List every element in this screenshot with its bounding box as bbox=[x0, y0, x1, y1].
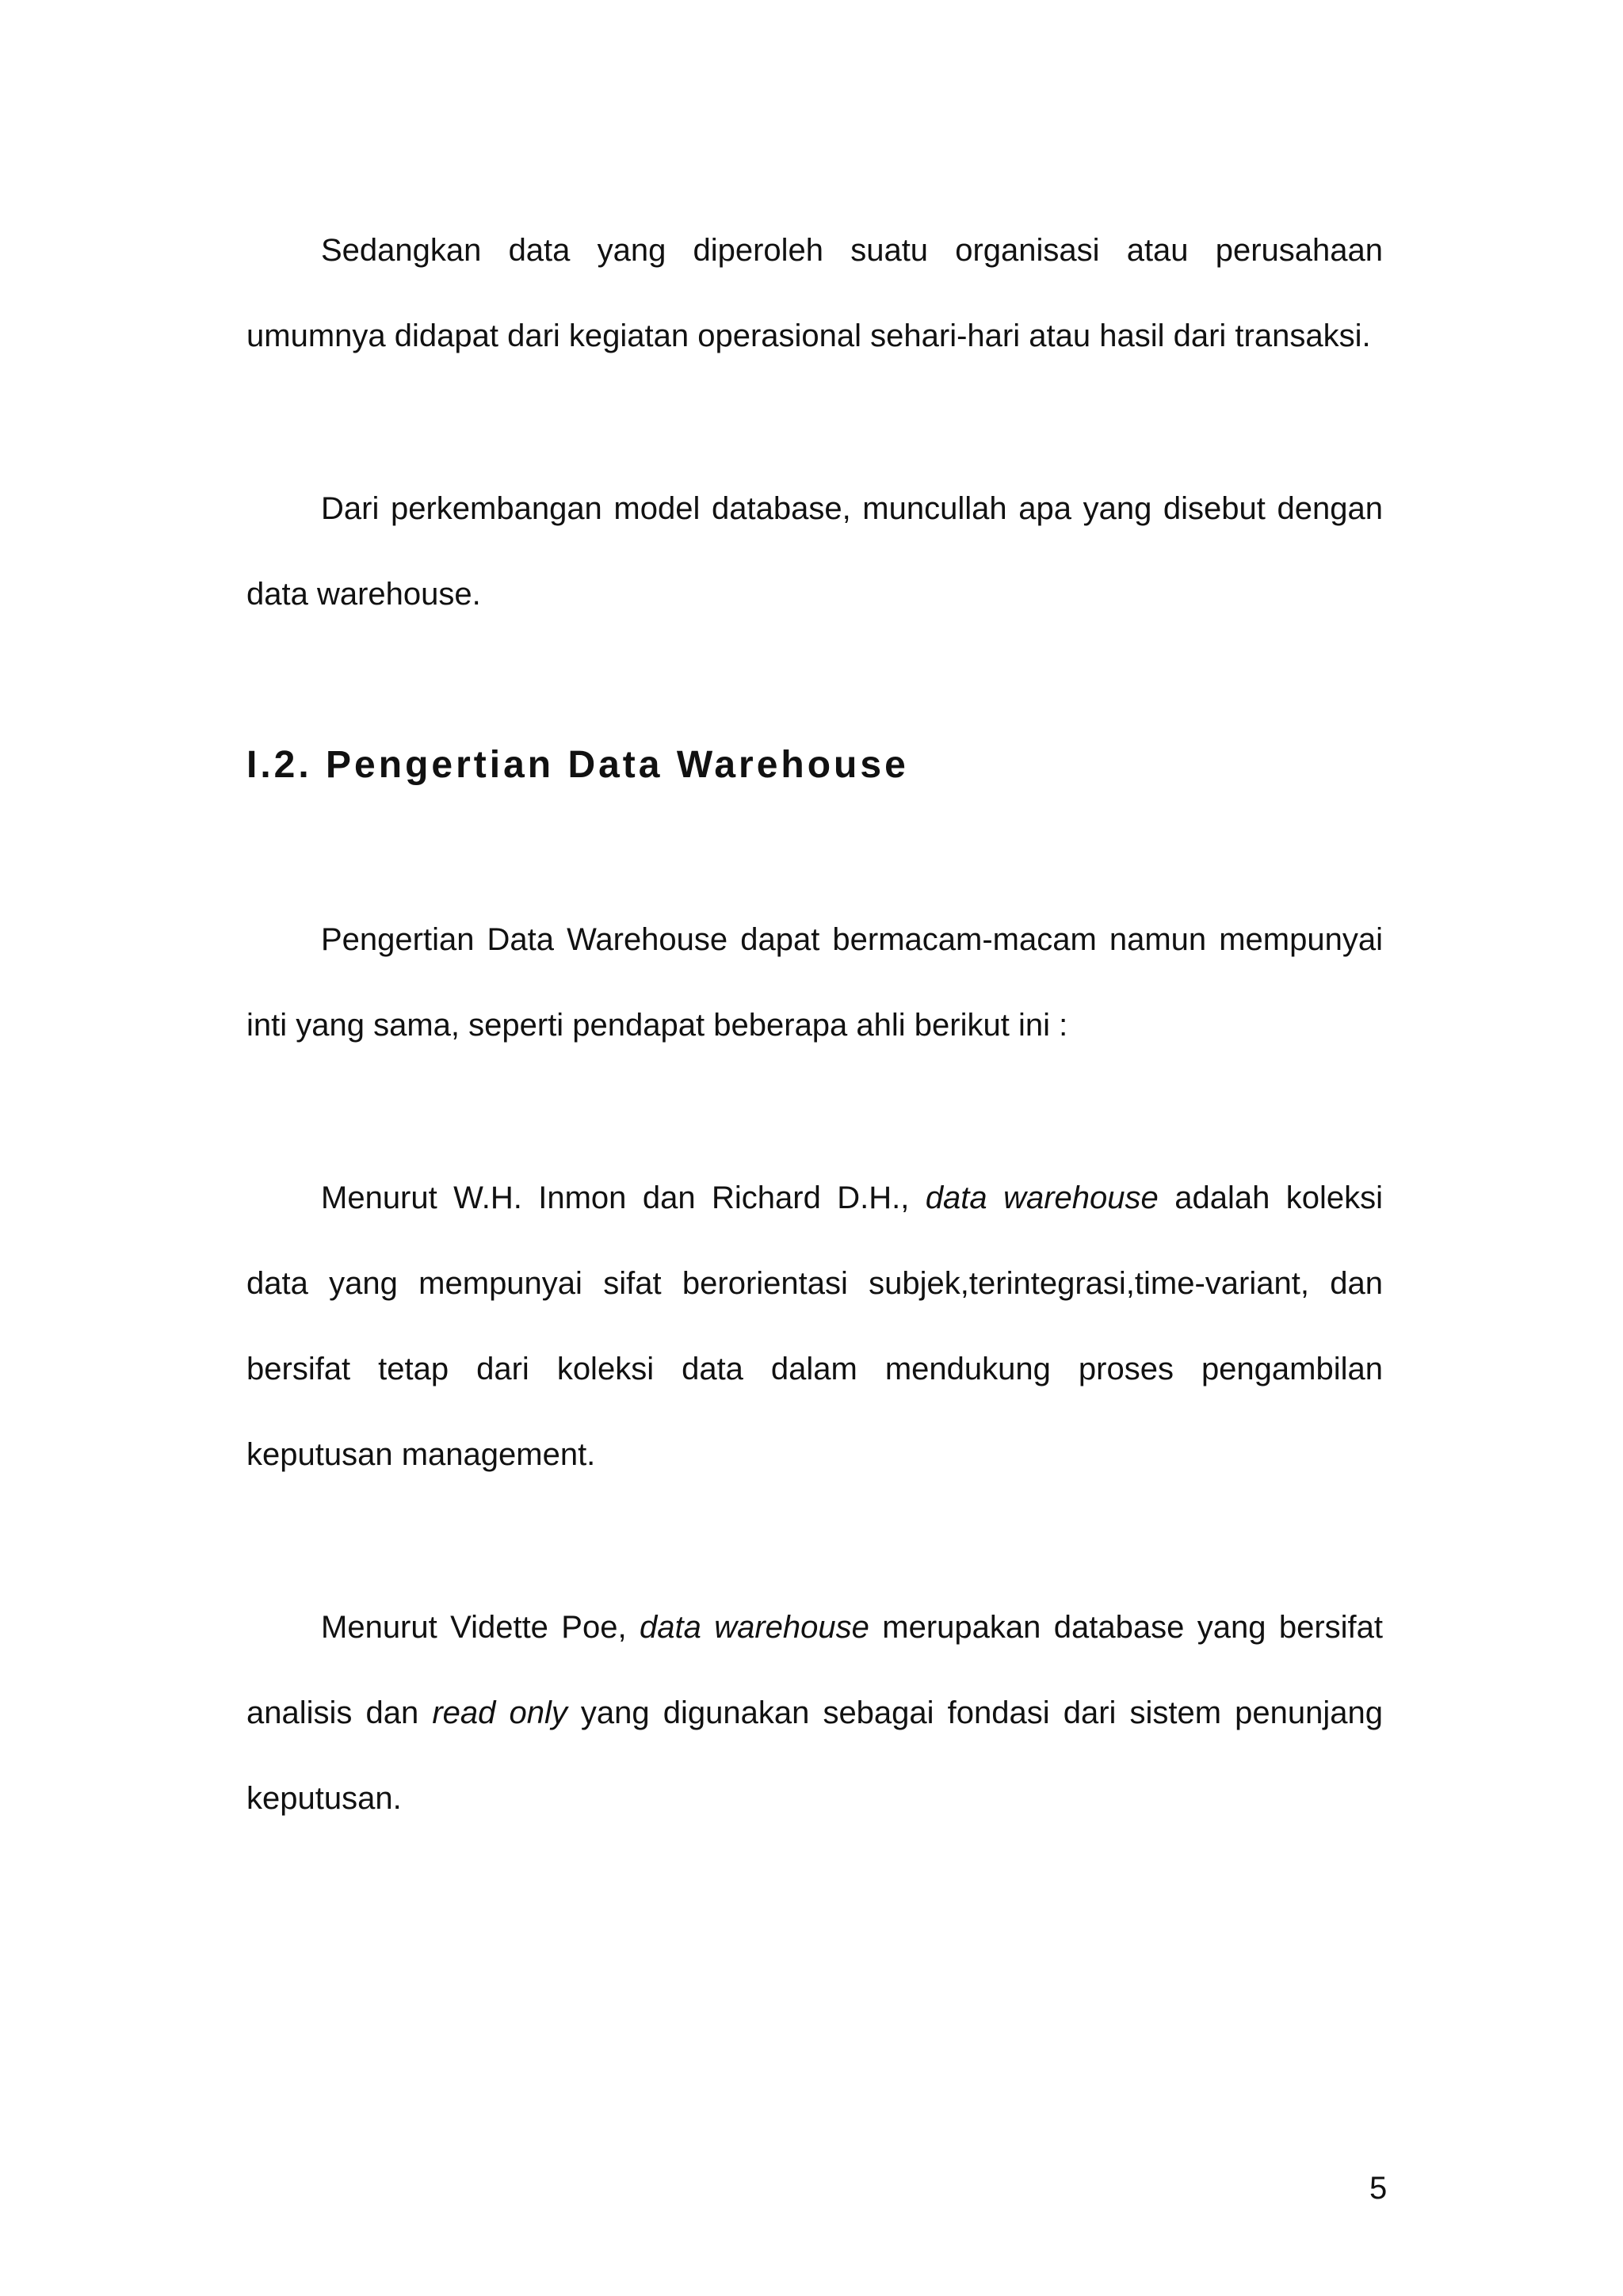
poe-text-middle: merupakan database yang bersifat analisis dan bbox=[246, 1610, 1384, 1730]
inmon-text-after: adalah koleksi data yang mempunyai sifat berorientasi subjek,terintegrasi,time-variant, dan bersifat tetap dari koleksi data dalam mendukung proses pengambilan keputusan management. bbox=[246, 1180, 1384, 1472]
paragraph-definition-intro bbox=[246, 897, 1383, 1068]
paragraph-data-source bbox=[246, 208, 1383, 379]
inmon-text-before: Menurut W.H. Inmon dan Richard D.H., bbox=[321, 1180, 926, 1215]
inmon-italic-term: data warehouse bbox=[925, 1180, 1159, 1215]
poe-text-after: yang digunakan sebagai fondasi dari sistem penunjang keputusan. bbox=[246, 1695, 1383, 1816]
document-body bbox=[246, 208, 1383, 1841]
paragraph-inmon-definition bbox=[246, 1155, 1383, 1497]
page-number: 5 bbox=[1369, 2171, 1388, 2206]
poe-text-before: Menurut Vidette Poe, bbox=[321, 1610, 640, 1645]
paragraph-data-warehouse-origin-text: Dari perkembangan model database, muncullah apa yang disebut dengan data warehouse. bbox=[246, 491, 1383, 612]
poe-italic-term-1: data warehouse bbox=[639, 1610, 869, 1645]
paragraph-definition-intro-text: Pengertian Data Warehouse dapat bermacam-macam namun mempunyai inti yang sama, seperti pendapat beberapa ahli berikut ini : bbox=[246, 922, 1383, 1043]
paragraph-poe-definition bbox=[246, 1585, 1383, 1841]
paragraph-data-warehouse-origin bbox=[246, 466, 1383, 637]
section-heading: I.2. Pengertian Data Warehouse bbox=[246, 744, 909, 786]
poe-italic-term-2: read only bbox=[432, 1695, 567, 1730]
paragraph-data-source-text: Sedangkan data yang diperoleh suatu organisasi atau perusahaan umumnya didapat dari kegiatan operasional sehari-hari atau hasil dari transaksi. bbox=[246, 233, 1383, 353]
